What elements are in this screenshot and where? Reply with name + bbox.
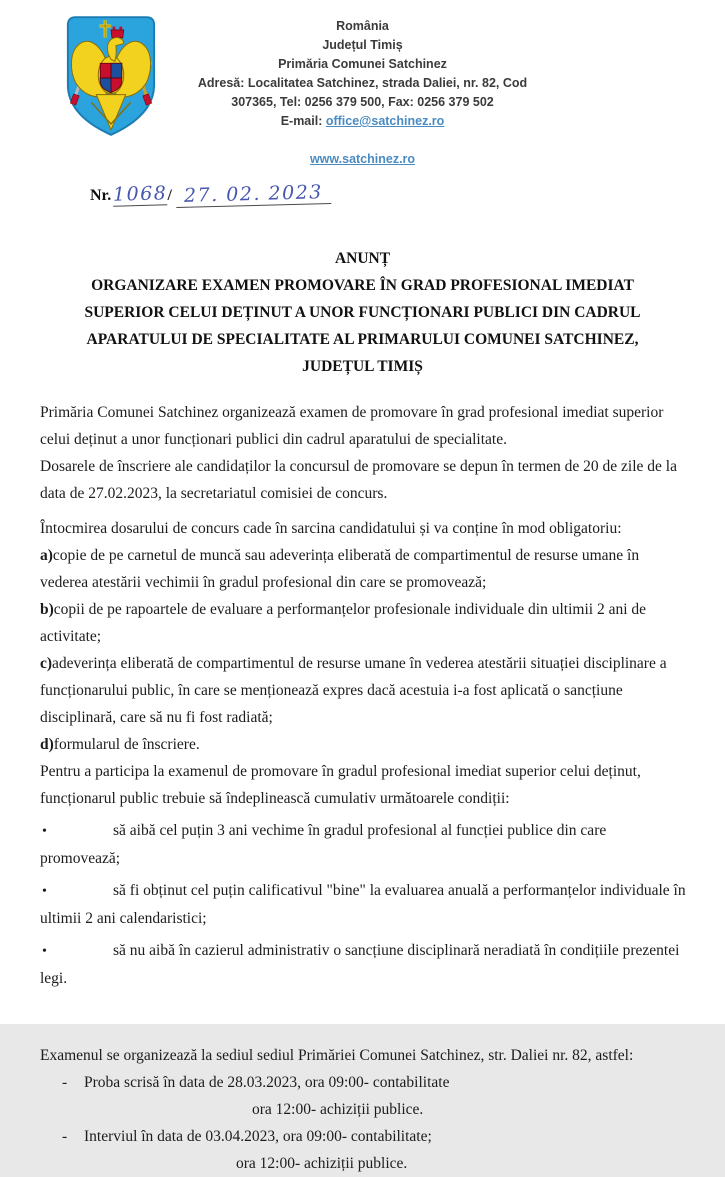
- schedule-written-test-text: Proba scrisă în data de 28.03.2023, ora 09:00- contabilitate: [84, 1074, 450, 1091]
- registration-row: [0, 183, 725, 213]
- lettered-item-b-text: copii de pe rapoartele de evaluare a performanțelor profesionale individuale din ultimii 2 ani de activitate;: [40, 601, 647, 645]
- bullet-icon: •: [42, 944, 47, 959]
- lettered-item-d-label: d): [40, 736, 54, 753]
- bullet-icon: •: [42, 884, 47, 899]
- letterhead-county: Județul Timiș: [322, 38, 403, 52]
- dash-icon: -: [62, 1074, 68, 1091]
- letterhead-institution: Primăria Comunei Satchinez: [278, 57, 447, 71]
- bullet-item-rating: [40, 877, 687, 932]
- lettered-item-d-text: formularul de înscriere.: [53, 736, 200, 753]
- lettered-item-b-label: b): [40, 601, 54, 618]
- lettered-item-a-label: a): [40, 547, 53, 564]
- title-line2: ORGANIZARE EXAMEN PROMOVARE ÎN GRAD PROFESIONAL IMEDIAT SUPERIOR CELUI DEȚINUT A UNOR FUNCȚIONARI PUBLICI DIN CADRUL APARATULUI DE SPECIALITATE AL PRIMARULUI COMUNEI SATCHINEZ, JUDEȚUL TIMIȘ: [84, 277, 641, 375]
- lettered-item-c-text: adeverința eliberată de compartimentul de resurse umane în vederea atestării situației disciplinare a funcționarului public, în care se menționează expres dacă acestuia i-a fost aplicată o sancțiune disciplinară, care să nu fi fost radiată;: [40, 655, 667, 726]
- paragraph-exam-location: Examenul se organizează la sediul sediul Primăriei Comunei Satchinez, str. Daliei nr. 82, astfel:: [40, 1047, 634, 1064]
- lettered-item-a-text: copie de pe carnetul de muncă sau adeverința eliberată de compartimentul de resurse umane în vederea atestării vechimii în gradul profesional din care se promovează;: [40, 547, 640, 591]
- schedule-written-test-second-time: ora 12:00- achiziții publice.: [252, 1101, 424, 1118]
- bullet-item-rating-text: să fi obținut cel puțin calificativul "bine" la evaluarea anuală a performanțelor individuale în ultimii 2 ani calendaristici;: [40, 882, 686, 927]
- dash-icon: -: [62, 1128, 68, 1145]
- document-title: [57, 245, 669, 380]
- schedule-interview-text: Interviul în data de 03.04.2023, ora 09:00- contabilitate;: [84, 1128, 432, 1145]
- letterhead-address-line2: 307365, Tel: 0256 379 500, Fax: 0256 379 502: [231, 95, 494, 109]
- romania-coat-of-arms-icon: [62, 13, 160, 139]
- lettered-item-b: [40, 596, 687, 650]
- lettered-item-c: [40, 650, 687, 731]
- schedule-interview: [40, 1123, 687, 1150]
- letterhead-country: România: [336, 19, 389, 33]
- paragraph-organizes-exam: Primăria Comunei Satchinez organizează examen de promovare în grad profesional imediat superior celui deținut a unor funcționari publici din cadrul aparatului de specialitate.: [40, 404, 664, 448]
- email-link[interactable]: office@satchinez.ro: [325, 114, 445, 128]
- paragraph-dossier-deadline: Dosarele de înscriere ale candidaților la concursul de promovare se depun în termen de 20 de zile de la data de 27.02.2023, la secretariatul comisiei de concurs.: [40, 458, 677, 502]
- lettered-item-c-label: c): [40, 655, 53, 672]
- bullet-icon: •: [42, 824, 47, 839]
- bullet-item-disciplinary: [40, 937, 687, 992]
- registration-date-handwritten: 27. 02. 2023: [176, 181, 331, 208]
- schedule-interview-second-time: ora 12:00- achiziții publice.: [236, 1155, 408, 1172]
- registration-separator: /: [167, 187, 172, 204]
- schedule-written-test: [40, 1069, 687, 1096]
- title-line1: ANUNȚ: [334, 250, 391, 267]
- paragraph-conditions-intro: Pentru a participa la examenul de promovare în gradul profesional imediat superior celui deținut, funcționarul public trebuie să îndeplinească cumulativ următoarele condiții:: [40, 763, 641, 807]
- paragraph-dossier-contents-intro: Întocmirea dosarului de concurs cade în sarcina candidatului și va conține în mod obligatoriu:: [40, 520, 622, 537]
- letterhead-address-line1: Adresă: Localitatea Satchinez, strada Daliei, nr. 82, Cod: [197, 76, 528, 90]
- letterhead-website-row: [0, 150, 725, 169]
- email-label: E-mail:: [280, 114, 326, 128]
- exam-schedule-section: [40, 1042, 687, 1177]
- document-body: [0, 399, 725, 1177]
- website-link[interactable]: www.satchinez.ro: [309, 152, 416, 166]
- registration-label: Nr.: [90, 187, 112, 204]
- bullet-item-disciplinary-text: să nu aibă în cazierul administrativ o sancțiune disciplinară neradiată în condițiile prezentei legi.: [40, 942, 680, 987]
- registration-number-handwritten: 1068: [112, 182, 168, 206]
- bullet-item-seniority: [40, 817, 687, 872]
- lettered-item-d: [40, 731, 687, 758]
- lettered-item-a: [40, 542, 687, 596]
- bullet-item-seniority-text: să aibă cel puțin 3 ani vechime în gradul profesional al funcției publice din care promovează;: [40, 822, 607, 867]
